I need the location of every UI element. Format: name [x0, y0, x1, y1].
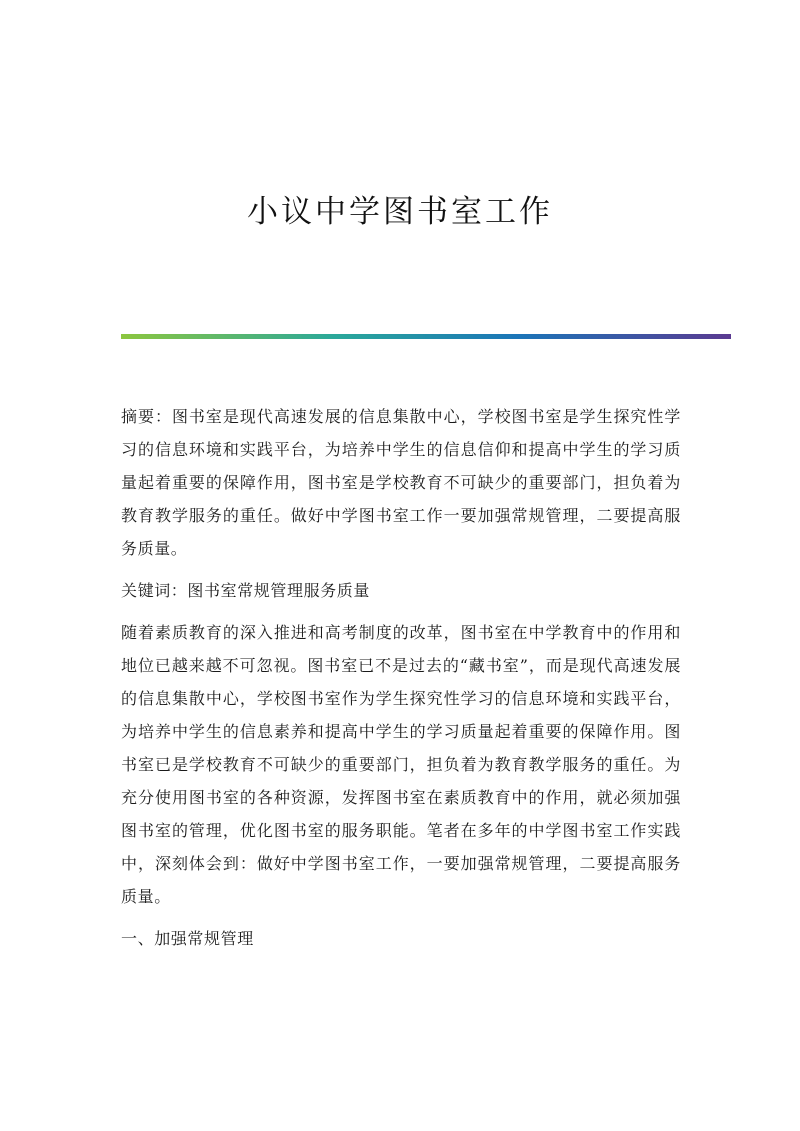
section-heading: 一、加强常规管理: [121, 929, 254, 948]
abstract-paragraph: 摘要：图书室是现代高速发展的信息集散中心，学校图书室是学生探究性学习的信息环境和实践平台，为培养中学生的信息信仰和提高中学生的学习质量起着重要的保障作用，图书室是学校教育不可缺少的重要部门，担负着为教育教学服务的重任。做好中学图书室工作一要加强常规管理，二要提高服务质量。: [121, 407, 681, 558]
intro-paragraph: 随着素质教育的深入推进和高考制度的改革，图书室在中学教育中的作用和地位已越来越不可忽视。图书室已不是过去的“藏书室”，而是现代高速发展的信息集散中心，学校图书室作为学生探究性学习的信息环境和实践平台，为培养中学生的信息素养和提高中学生的学习质量起着重要的保障作用。图书室已是学校教育不可缺少的重要部门，担负着为教育教学服务的重任。为充分使用图书室的各种资源，发挥图书室在素质教育中的作用，就必须加强图书室的管理，优化图书室的服务职能。笔者在多年的中学图书室工作实践中，深刻体会到：做好中学图书室工作，一要加强常规管理，二要提高服务质量。: [121, 623, 681, 906]
document-body: [121, 400, 681, 964]
document-title: 小议中学图书室工作: [247, 194, 553, 230]
keywords-paragraph: 关键词：图书室常规管理服务质量: [121, 581, 371, 600]
title-divider: [121, 334, 731, 339]
